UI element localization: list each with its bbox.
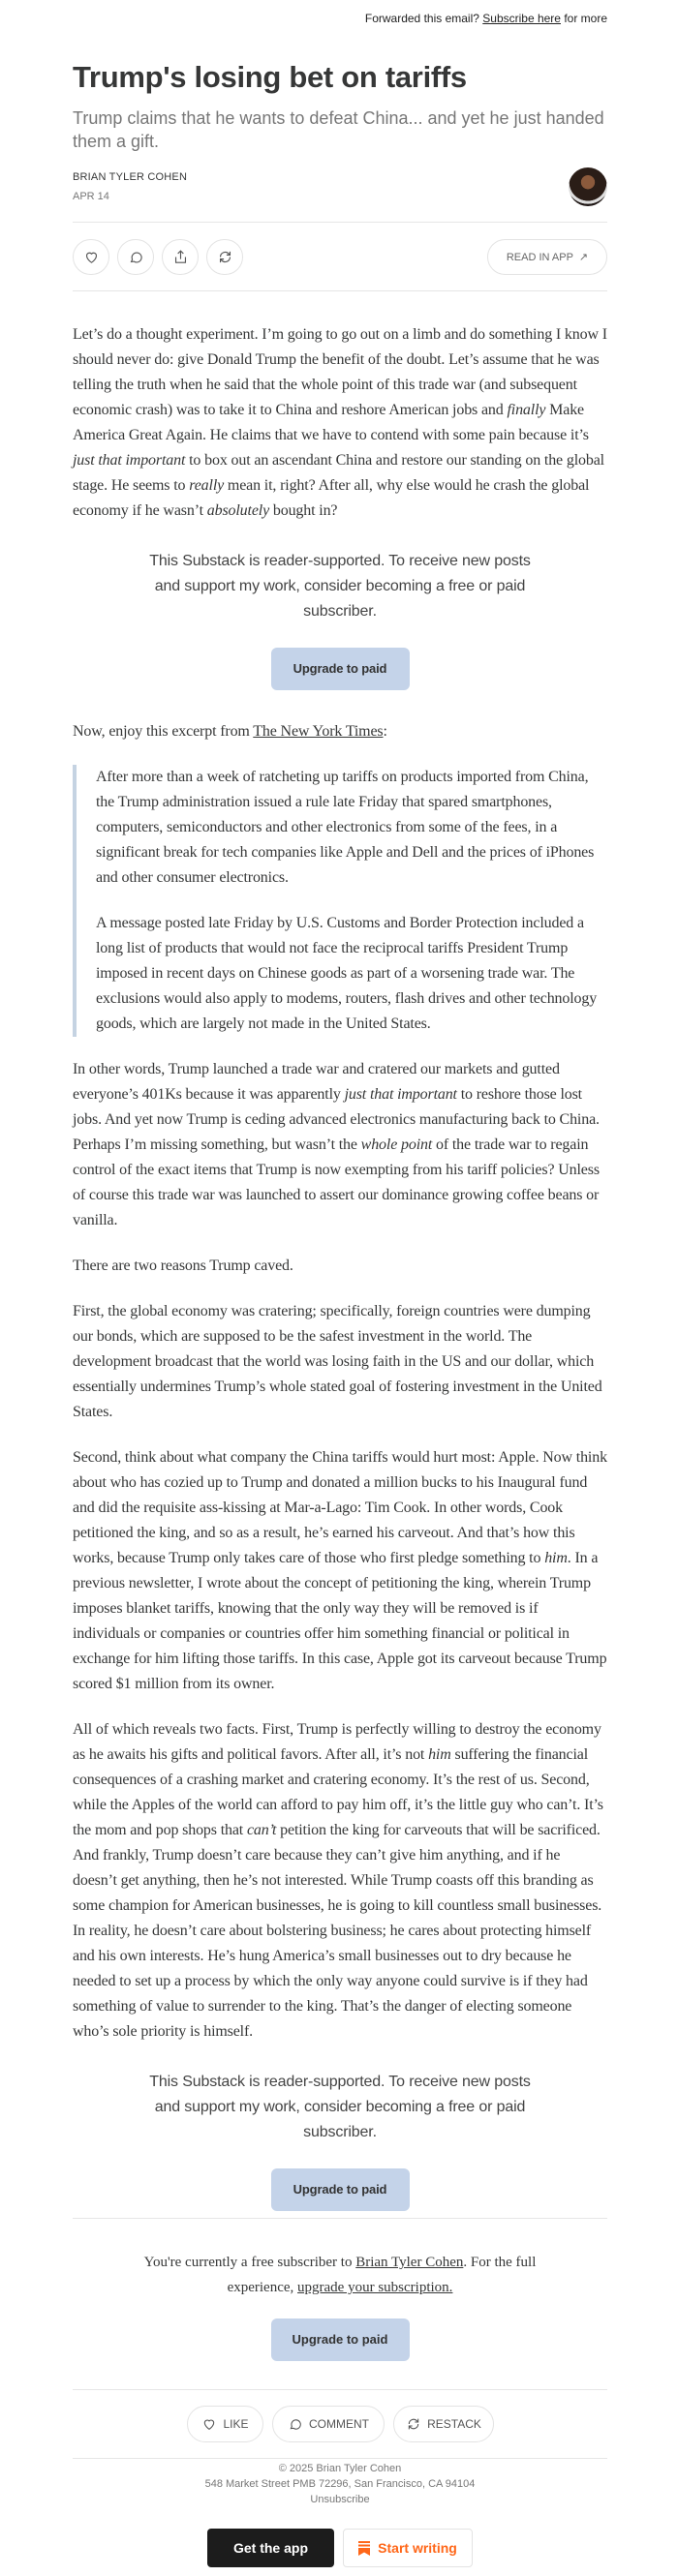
- upgrade-to-paid-button[interactable]: Upgrade to paid: [271, 2168, 410, 2211]
- emphasis-text: just that important: [73, 452, 186, 469]
- substack-logo-icon: [358, 2541, 370, 2556]
- blockquote: [73, 765, 607, 1037]
- paragraph: [73, 322, 607, 524]
- forwarded-text: Forwarded this email?: [364, 12, 483, 25]
- footer-info: [73, 2461, 607, 2507]
- heart-icon: [201, 2416, 217, 2432]
- text-run: mean it, right? After all, why else would he crash the global economy if he wasn’t: [73, 477, 590, 519]
- address: 548 Market Street PMB 72296, San Francisco, CA 94104: [204, 2478, 476, 2490]
- emphasis-text: absolutely: [206, 502, 270, 519]
- subscribe-link[interactable]: Subscribe here: [482, 12, 561, 25]
- publication-link[interactable]: Brian Tyler Cohen: [355, 2255, 464, 2270]
- comment-label: COMMENT: [309, 2417, 369, 2431]
- emphasis-text: him: [428, 1746, 451, 1763]
- paragraph: [73, 1717, 607, 2045]
- post-date: APR 14: [73, 191, 109, 202]
- divider: [73, 2458, 607, 2459]
- text-run: There are two reasons Trump caved.: [73, 1258, 293, 1274]
- comment-icon: [128, 249, 144, 265]
- heart-icon: [83, 249, 100, 265]
- post-subtitle: Trump claims that he wants to defeat China... and yet he just handed them a gift.: [73, 108, 604, 151]
- text-run: All of which reveals two facts. First, Trump is perfectly willing to destroy the economy as he awaits his gifts and political favors. After all, it’s not: [73, 1721, 601, 1763]
- text-run: suffering the financial consequences of a crashing market and cratering economy. It’s the rest of us. Second, while the Apples of the world can afford to pay him off, it’s the little guy who can’t. It’s the mom and pop shops that: [73, 1746, 603, 1838]
- paragraph: [73, 719, 607, 744]
- like-label: LIKE: [223, 2417, 249, 2431]
- divider: [73, 2389, 607, 2390]
- post-title: Trump's losing bet on tariffs: [73, 60, 467, 94]
- paragraph: [73, 1445, 607, 1697]
- text-run: Now, enjoy this excerpt from: [73, 723, 254, 740]
- like-button[interactable]: [187, 2406, 263, 2442]
- emphasis-text: really: [189, 477, 225, 494]
- author-name[interactable]: BRIAN TYLER COHEN: [73, 171, 188, 183]
- emphasis-text: finally: [507, 402, 546, 418]
- comment-button[interactable]: [117, 239, 154, 275]
- text-run: Make America Great Again. He claims that we have to contend with some pain because it’s: [73, 402, 589, 443]
- cta-message: This Substack is reader-supported. To receive new posts and support my work, consider becoming a free or paid subscriber.: [149, 2074, 531, 2140]
- forwarded-notice: [365, 12, 607, 25]
- comment-icon: [288, 2416, 303, 2432]
- copyright: © 2025 Brian Tyler Cohen: [278, 2463, 402, 2474]
- upgrade-subscription-link[interactable]: upgrade your subscription.: [297, 2280, 453, 2295]
- paragraph: [73, 1254, 607, 1279]
- upgrade-to-paid-button[interactable]: Upgrade to paid: [271, 648, 410, 690]
- author-avatar[interactable]: [569, 167, 607, 206]
- text-run: In other words, Trump launched a trade war and cratered our markets and gutted everyone’s 401Ks because it was apparently: [73, 1061, 560, 1103]
- text-run: petition the king for carveouts that will be sacrificed. And frankly, Trump doesn’t care because they can’t give him anything, and if he doesn’t get anything, then he’s not interested. While Trump coasts off this branding as some champion for American businesses, he is going to kill countless small businesses. In reality, he doesn’t care about bolstering business; he cares about protecting himself and his own interests. He’s hung America’s small businesses out to dry because he needed to set up a process by which the only way anyone could survive is if they had something of value to surrender to the king. That’s the danger of electing someone who’s sole priority is himself.: [73, 1822, 602, 2040]
- free-subscriber-notice: [73, 2250, 607, 2361]
- read-in-app-label: READ IN APP: [506, 251, 573, 263]
- text-run: to reshore those lost jobs. And yet now Trump is ceding advanced electronics manufacturing back to China. Perhaps I’m missing something, but wasn’t the: [73, 1086, 600, 1153]
- text-run: A message posted late Friday by U.S. Customs and Border Protection included a long list of products that would not face the reciprocal tariffs President Trump imposed in recent days on Chinese goods as part of a worsening trade war. The exclusions would also apply to modems, routers, flash drives and other technology goods, which are largely not made in the United States.: [96, 915, 598, 1032]
- forwarded-suffix: for more: [560, 12, 607, 25]
- notice-text: . For the full experience,: [227, 2255, 537, 2295]
- text-run: bought in?: [269, 502, 338, 519]
- get-the-app-button[interactable]: Get the app: [207, 2529, 334, 2567]
- comment-button[interactable]: [272, 2406, 385, 2442]
- restack-icon: [217, 249, 233, 265]
- restack-button[interactable]: [393, 2406, 494, 2442]
- arrow-up-right-icon: ↗: [578, 252, 589, 263]
- text-run: . In a previous newsletter, I wrote about the concept of petitioning the king, wherein Trump imposes blanket tariffs, knowing that the only way they will be removed is if individuals or companies or countries offer him something financial or political in exchange for him lifting those tariffs. In this case, Apple got its carveout because Trump scored $1 million from its owner.: [73, 1550, 607, 1692]
- upgrade-to-paid-button[interactable]: Upgrade to paid: [271, 2318, 410, 2361]
- like-button[interactable]: [73, 239, 109, 275]
- paragraph: [73, 1299, 607, 1425]
- restack-icon: [406, 2416, 421, 2432]
- quote-paragraph: [96, 911, 607, 1037]
- text-run: Let’s do a thought experiment. I’m going to go out on a limb and do something I know I should never do: give Donald Trump the benefit of the doubt. Let’s assume that he was telling the truth when he said that the whole point of this trade war (and subsequent economic crash) was to take it to China and reshore American jobs and: [73, 326, 607, 418]
- article-body: [73, 322, 607, 2240]
- cta-message: This Substack is reader-supported. To receive new posts and support my work, consider becoming a free or paid subscriber.: [149, 553, 531, 620]
- emphasis-text: him: [544, 1550, 568, 1566]
- subscribe-cta: [73, 2070, 607, 2211]
- read-in-app-button[interactable]: [487, 239, 607, 275]
- share-icon: [172, 249, 189, 265]
- restack-label: RESTACK: [427, 2417, 481, 2431]
- start-writing-button[interactable]: [343, 2529, 473, 2567]
- divider: [73, 290, 607, 291]
- text-run: After more than a week of ratcheting up tariffs on products imported from China, the Trump administration issued a rule late Friday that spared smartphones, computers, semiconductors and other electronics from some of the fees, in a significant break for tech companies like Apple and Dell and the prices of iPhones and other consumer electronics.: [96, 769, 595, 886]
- emphasis-text: can’t: [246, 1822, 277, 1838]
- divider: [73, 222, 607, 223]
- subscribe-cta: [73, 549, 607, 690]
- text-run: :: [383, 723, 387, 740]
- emphasis-text: whole point: [360, 1136, 433, 1153]
- quote-paragraph: [96, 765, 607, 891]
- share-button[interactable]: [162, 239, 199, 275]
- emphasis-text: just that important: [344, 1086, 457, 1103]
- notice-text: You're currently a free subscriber to: [143, 2255, 356, 2270]
- paragraph: [73, 1057, 607, 1233]
- text-run: Second, think about what company the China tariffs would hurt most: Apple. Now think about who has cozied up to Trump and donated a million bucks to his Inaugural fund and did the requisite ass-kissing at Mar-a-Lago: Tim Cook. In other words, Cook petitioned the king, and so as a result, he’s earned his carveout. And that’s how this works, because Trump only takes care of those who first pledge something to: [73, 1449, 607, 1566]
- text-run: First, the global economy was cratering; specifically, foreign countries were dumping our bonds, which are supposed to be the safest investment in the world. The development broadcast that the world was losing faith in the US and our dollar, which essentially undermines Trump’s whole stated goal of fostering investment in the United States.: [73, 1303, 602, 1420]
- text-run: to box out an ascendant China and restore our standing on the global stage. He seems to: [73, 452, 604, 494]
- divider: [73, 2218, 607, 2219]
- unsubscribe-link[interactable]: Unsubscribe: [310, 2494, 370, 2505]
- text-run: of the trade war to regain control of the exact items that Trump is now exempting from his tariff policies? Unless of course this trade war was launched to assert our dominance growing coffee beans or vanilla.: [73, 1136, 600, 1228]
- restack-button[interactable]: [206, 239, 243, 275]
- start-writing-label: Start writing: [378, 2540, 457, 2556]
- source-link[interactable]: The New York Times: [253, 723, 384, 740]
